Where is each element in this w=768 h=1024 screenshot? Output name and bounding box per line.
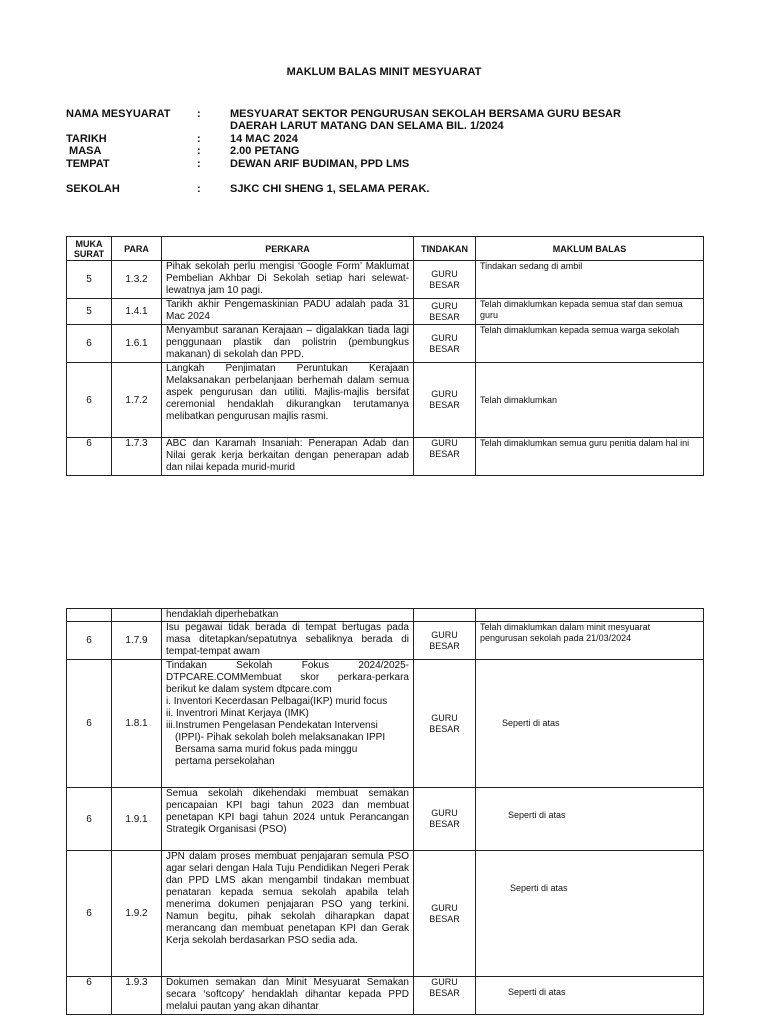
perkara-line: Tindakan Sekolah Fokus 2024/2025-DTPCARE.COMMembuat skor perkara-perkara berikut ke dalam system dtpcare.com <box>166 660 409 695</box>
colon: : <box>197 133 201 145</box>
table-header-row <box>67 237 704 261</box>
minutes-table-2 <box>66 608 704 1015</box>
table-row <box>67 788 704 851</box>
cell-para: 1.7.2 <box>112 363 162 438</box>
cell-tindakan: GURU BESAR <box>414 788 476 851</box>
cell-perkara: Tarikh akhir Pengemaskinian PADU adalah pada 31 Mac 2024 <box>162 299 414 325</box>
cell-muka: 6 <box>67 851 112 977</box>
cell-tindakan: GURU BESAR <box>414 660 476 788</box>
cell-muka: 6 <box>67 438 112 476</box>
cell-maklum-balas: Seperti di atas <box>476 851 704 977</box>
cell-perkara: ABC dan Karamah Insaniah: Penerapan Adab dan Nilai gerak kerja berkaitan dengan penerapan adab dan nilai kepada murid-murid <box>162 438 414 476</box>
cell-para: 1.7.9 <box>112 622 162 660</box>
table-row <box>67 977 704 1015</box>
perkara-line: iii.Instrumen Pengelasan Pendekatan Intervensi <box>166 720 378 731</box>
cell-maklum-balas: Seperti di atas <box>476 788 704 851</box>
table-row <box>67 299 704 325</box>
cell-muka: 5 <box>67 261 112 299</box>
cell-para: 1.9.2 <box>112 851 162 977</box>
cell-muka: 6 <box>67 363 112 438</box>
header-para: PARA <box>112 237 162 261</box>
perkara-line: (IPPI)- Pihak sekolah boleh melaksanakan IPPI <box>175 732 386 743</box>
cell-para: 1.8.1 <box>112 660 162 788</box>
table-row <box>67 261 704 299</box>
table-row <box>67 660 704 788</box>
cell-maklum-balas: Seperti di atas <box>476 660 704 788</box>
sekolah-value: SJKC CHI SHENG 1, SELAMA PERAK. <box>230 183 430 195</box>
nama-label: NAMA MESYUARAT <box>66 108 171 120</box>
sekolah-label: SEKOLAH <box>66 183 120 195</box>
table-row <box>67 363 704 438</box>
perkara-line: i. Inventori Kecerdasan Pelbagai(IKP) murid focus <box>166 696 388 707</box>
colon: : <box>197 183 201 195</box>
masa-label: MASA <box>66 145 102 157</box>
table-row <box>67 325 704 363</box>
header-muka-surat: MUKA SURAT <box>67 237 112 261</box>
cell-perkara: hendaklah diperhebatkan <box>162 609 414 622</box>
cell-perkara <box>162 660 414 788</box>
cell-perkara: Pihak sekolah perlu mengisi ‘Google Form’ Maklumat Pembelian Akhbar Di Sekolah setiap hari selewat-lewatnya jam 10 pagi. <box>162 261 414 299</box>
table-row-continuation <box>67 609 704 622</box>
cell-perkara: Langkah Penjimatan Peruntukan Kerajaan Melaksanakan perbelanjaan berhemah dalam semua aspek pengurusan dan utiliti. Majlis-majlis bersifat ceremonial hendaklah dikurangkan terutamanya melibatkan pengurusan majlis rasmi. <box>162 363 414 438</box>
tarikh-value: 14 MAC 2024 <box>230 133 298 145</box>
cell-muka: 6 <box>67 788 112 851</box>
cell-maklum-balas: Seperti di atas <box>476 977 704 1015</box>
perkara-line: ii. Inventrori Minat Kerjaya (IMK) <box>166 708 309 719</box>
cell-perkara: Dokumen semakan dan Minit Mesyuarat Semakan secara ‘softcopy’ hendaklah dihantar kepada PPD melalui pautan yang akan dihantar <box>162 977 414 1015</box>
cell-para: 1.4.1 <box>112 299 162 325</box>
nama-value-line-1: MESYUARAT SEKTOR PENGURUSAN SEKOLAH BERSAMA GURU BESAR <box>230 108 621 120</box>
colon: : <box>197 158 201 170</box>
colon: : <box>197 108 201 120</box>
cell-muka: 6 <box>67 660 112 788</box>
cell-para: 1.6.1 <box>112 325 162 363</box>
cell-muka: 5 <box>67 299 112 325</box>
colon: : <box>197 145 201 157</box>
header-tindakan: TINDAKAN <box>414 237 476 261</box>
tempat-value: DEWAN ARIF BUDIMAN, PPD LMS <box>230 158 410 170</box>
perkara-line: Bersama sama murid fokus pada minggu <box>175 744 358 755</box>
cell-para: 1.9.1 <box>112 788 162 851</box>
document-title: MAKLUM BALAS MINIT MESYUARAT <box>286 66 482 78</box>
masa-value: 2.00 PETANG <box>230 145 300 157</box>
header-perkara: PERKARA <box>162 237 414 261</box>
tarikh-label: TARIKH <box>66 133 107 145</box>
table-row <box>67 622 704 660</box>
cell-tindakan: GURU BESAR <box>414 325 476 363</box>
cell-maklum-balas: Telah dimaklumkan dalam minit mesyuarat pengurusan sekolah pada 21/03/2024 <box>476 622 704 660</box>
perkara-line: pertama persekolahan <box>175 756 275 767</box>
cell-muka: 6 <box>67 977 112 1015</box>
cell-para: 1.3.2 <box>112 261 162 299</box>
table-row <box>67 438 704 476</box>
cell-maklum-balas: Telah dimaklumkan <box>476 363 704 438</box>
cell-perkara: Isu pegawai tidak berada di tempat bertugas pada masa ditetapkan/sepatutnya sebaliknya berada di tempat-tempat awam <box>162 622 414 660</box>
cell-tindakan: GURU BESAR <box>414 363 476 438</box>
minutes-table-1 <box>66 236 704 476</box>
nama-value <box>230 108 650 132</box>
cell-maklum-balas: Telah dimaklumkan kepada semua staf dan semua guru <box>476 299 704 325</box>
cell-muka: 6 <box>67 325 112 363</box>
cell-tindakan: GURU BESAR <box>414 622 476 660</box>
cell-maklum-balas: Tindakan sedang di ambil <box>476 261 704 299</box>
header-maklum-balas: MAKLUM BALAS <box>476 237 704 261</box>
table-row <box>67 851 704 977</box>
cell-tindakan: GURU BESAR <box>414 299 476 325</box>
cell-maklum-balas: Telah dimaklumkan kepada semua warga sekolah <box>476 325 704 363</box>
cell-para: 1.7.3 <box>112 438 162 476</box>
cell-tindakan: GURU BESAR <box>414 851 476 977</box>
cell-tindakan: GURU BESAR <box>414 977 476 1015</box>
cell-tindakan: GURU BESAR <box>414 438 476 476</box>
cell-muka: 6 <box>67 622 112 660</box>
cell-perkara: JPN dalam proses membuat penjajaran semula PSO agar selari dengan Hala Tuju Pendidikan Negeri Perak dan PPD LMS akan mengambil tindakan membuat penataran kepada semua sekolah apabila telah menerima dokumen penjajaran PSO yang terkini. Namun begitu, pihak sekolah diharapkan dapat merancang dan membuat penetapan KPI dan Gerak Kerja sekolah berdasarkan PSO sedia ada. <box>162 851 414 977</box>
cell-perkara: Semua sekolah dikehendaki membuat semakan pencapaian KPI bagi tahun 2023 dan membuat penetapan KPI bagi tahun 2024 untuk Perancangan Strategik Organisasi (PSO) <box>162 788 414 851</box>
cell-para: 1.9.3 <box>112 977 162 1015</box>
cell-tindakan: GURU BESAR <box>414 261 476 299</box>
cell-maklum-balas: Telah dimaklumkan semua guru penitia dalam hal ini <box>476 438 704 476</box>
cell-perkara: Menyambut saranan Kerajaan – digalakkan tiada lagi penggunaan plastik dan polistrin (pembungkus makanan) di sekolah dan PPD. <box>162 325 414 363</box>
nama-value-line-2: DAERAH LARUT MATANG DAN SELAMA BIL. 1/2024 <box>230 120 504 132</box>
tempat-label: TEMPAT <box>66 158 110 170</box>
